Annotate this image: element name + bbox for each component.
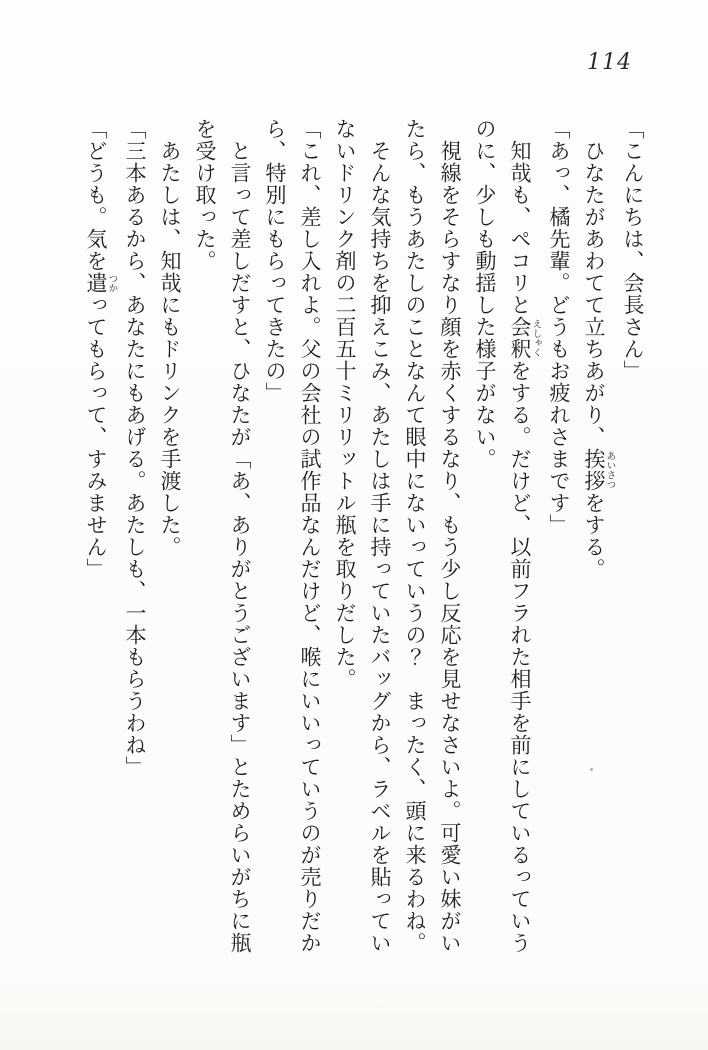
- paragraph: と言って差しだすと、ひなたが「あ、ありがとうございます」とためらいがちに瓶を受け取った。: [193, 118, 252, 954]
- paragraph: そんな気持ちを抑えこみ、あたしは手に持っていたバッグから、ラベルを貼っていないドリンク剤の二百五十ミリリットル瓶を取りだした。: [333, 118, 392, 954]
- print-artifact-dot: [590, 768, 593, 771]
- paragraph: 視線をそらすなり顔を赤くするなり、もう少し反応を見せなさいよ。可愛い妹がいたら、もうあたしのことなんて眼中にないっていうの？ まったく、頭に来るわね。: [403, 118, 462, 954]
- paragraph: 知哉も、ペコリと会釈えしゃくをする。だけど、以前フラれた相手を前にしているっていうのに、少しも動揺した様子がない。: [473, 118, 542, 954]
- furigana-ruby: 遣つか: [84, 272, 118, 294]
- furigana-text: あいさつ: [604, 448, 616, 492]
- paragraph: 「これ、差し入れよ。父の会社の試作品なんだけど、喉にいいっていうのが売りだから、特別にもらってきたの」: [263, 118, 322, 954]
- paragraph: ひなたがあわてて立ちあがり、挨拶あいさつをする。: [582, 140, 616, 580]
- paragraph: 「こんにちは、会長さん」: [621, 118, 645, 382]
- furigana-ruby: 挨拶あいさつ: [582, 448, 616, 492]
- text-area: [78, 118, 650, 956]
- furigana-text: えしゃく: [530, 316, 542, 360]
- paragraph: 「あっ、橘先輩。どうもお疲れさまです」: [547, 118, 571, 536]
- paragraph: あたしは、知哉にもドリンクを手渡した。: [158, 140, 182, 558]
- paragraph: 「三本あるから、あなたにもあげる。あたしも、一本もらうわね」: [123, 118, 147, 778]
- paragraph: 「どうも。気を遣つかってもらって、すみません」: [84, 118, 118, 580]
- furigana-text: つか: [106, 272, 118, 294]
- furigana-ruby: 会釈えしゃく: [508, 316, 542, 360]
- page-number: 114: [587, 50, 632, 75]
